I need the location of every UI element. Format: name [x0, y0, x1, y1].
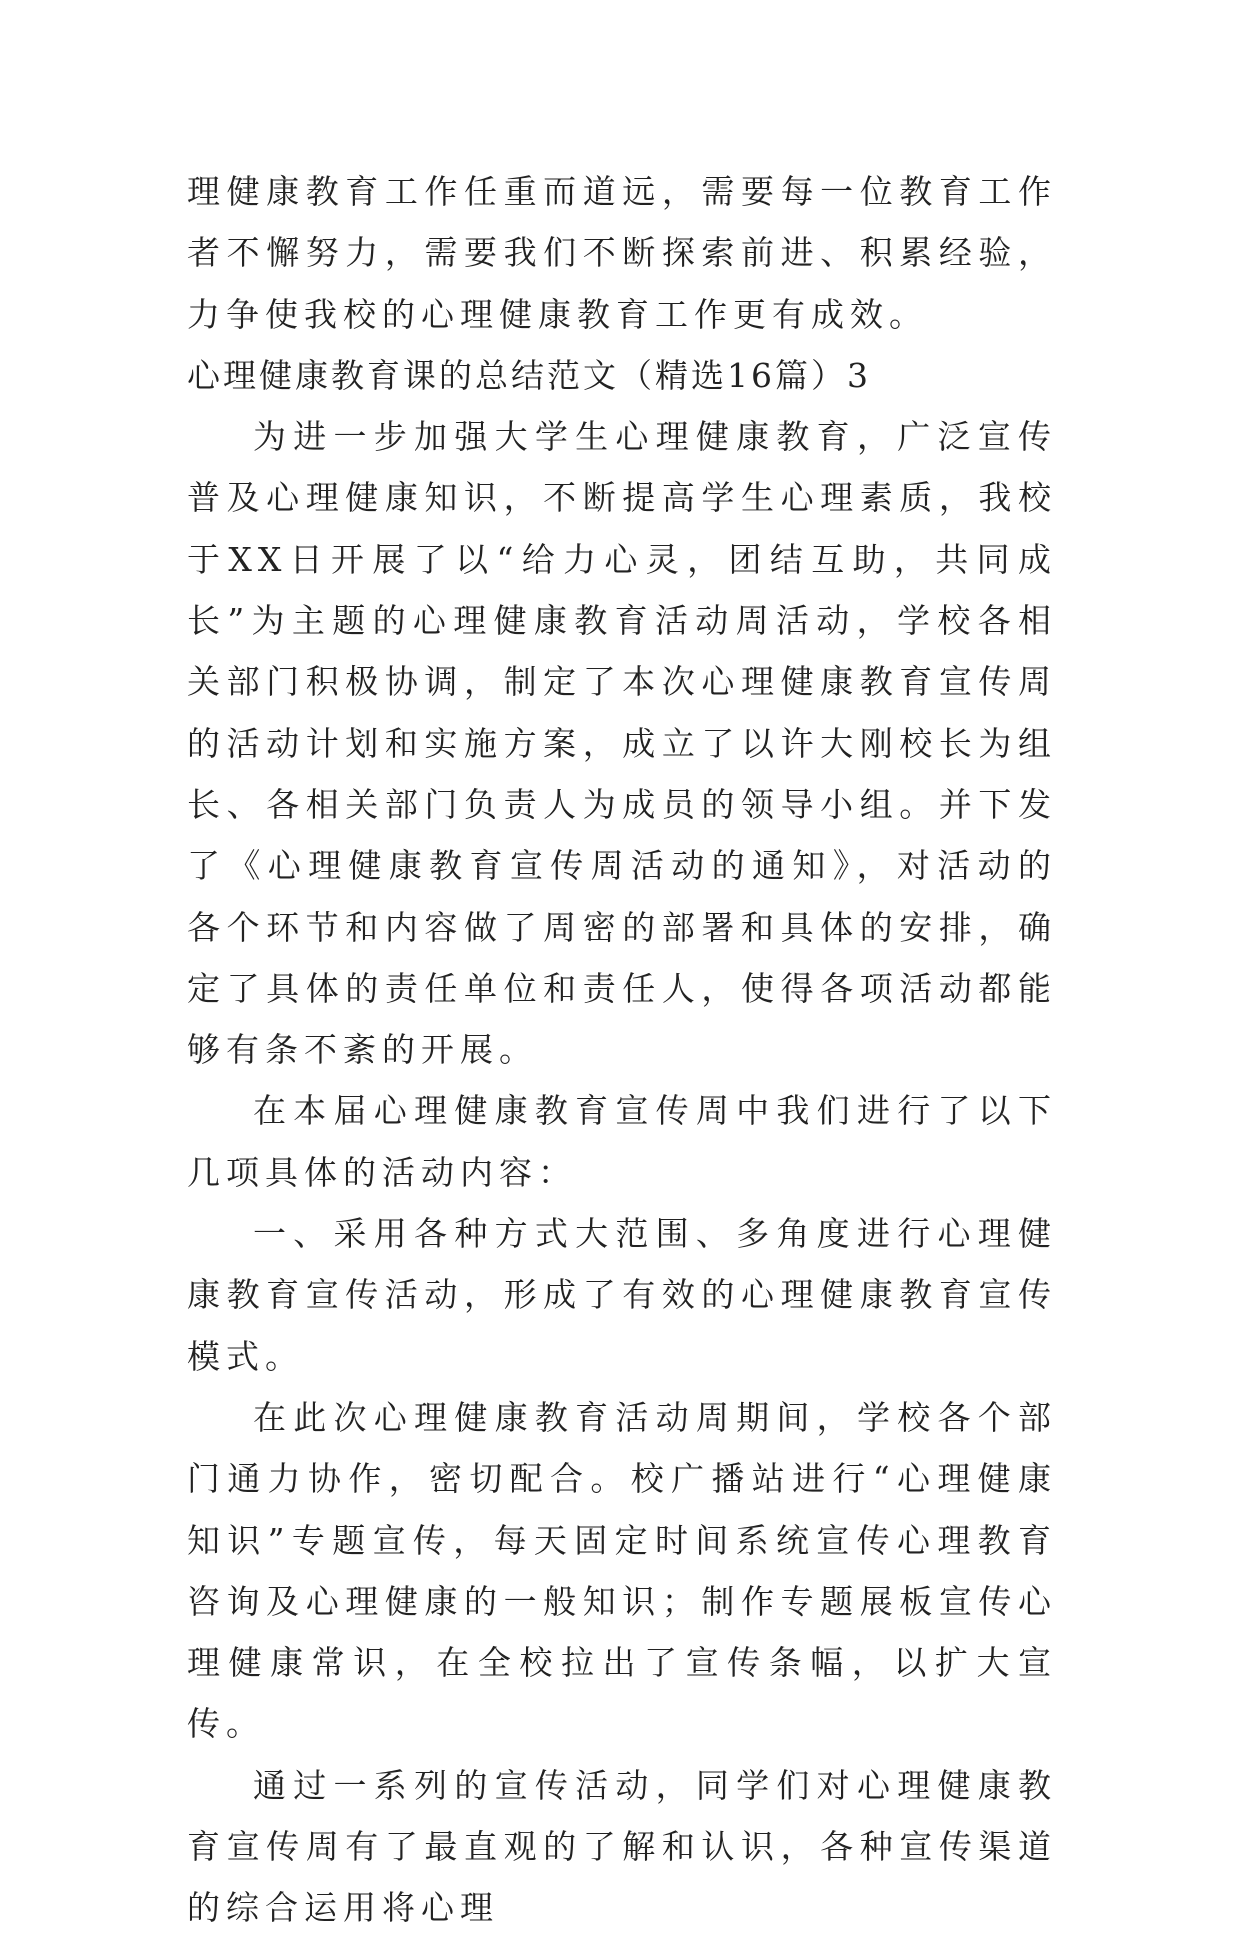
document-body — [187, 161, 1057, 1939]
section-heading: 心理健康教育课的总结范文（精选16篇）3 — [187, 355, 871, 395]
paragraph: 一、采用各种方式大范围、多角度进行心理健康教育宣传活动，形成了有效的心理健康教育宣传模式。 — [187, 1214, 1057, 1376]
paragraph: 通过一系列的宣传活动，同学们对心理健康教育宣传周有了最直观的了解和认识，各种宣传渠道的综合运用将心理 — [187, 1765, 1057, 1928]
paragraph: 在此次心理健康教育活动周期间，学校各个部门通力协作，密切配合。校广播站进行“心理健康知识”专题宣传，每天固定时间系统宣传心理教育咨询及心理健康的一般知识；制作专题展板宣传心理健康常识，在全校拉出了宣传条幅，以扩大宣传。 — [187, 1397, 1057, 1744]
paragraph: 为进一步加强大学生心理健康教育，广泛宣传普及心理健康知识，不断提高学生心理素质，我校于XX日开展了以“给力心灵，团结互助，共同成长”为主题的心理健康教育活动周活动，学校各相关部门积极协调，制定了本次心理健康教育宣传周的活动计划和实施方案，成立了以许大刚校长为组长、各相关部门负责人为成员的领导小组。并下发了《心理健康教育宣传周活动的通知》，对活动的各个环节和内容做了周密的部署和具体的安排，确定了具体的责任单位和责任人，使得各项活动都能够有条不紊的开展。 — [187, 417, 1057, 1070]
paragraph: 在本届心理健康教育宣传周中我们进行了以下几项具体的活动内容： — [187, 1091, 1057, 1192]
paragraph-continuation: 理健康教育工作任重而道远，需要每一位教育工作者不懈努力，需要我们不断探索前进、积累经验，力争使我校的心理健康教育工作更有成效。 — [187, 172, 1057, 334]
